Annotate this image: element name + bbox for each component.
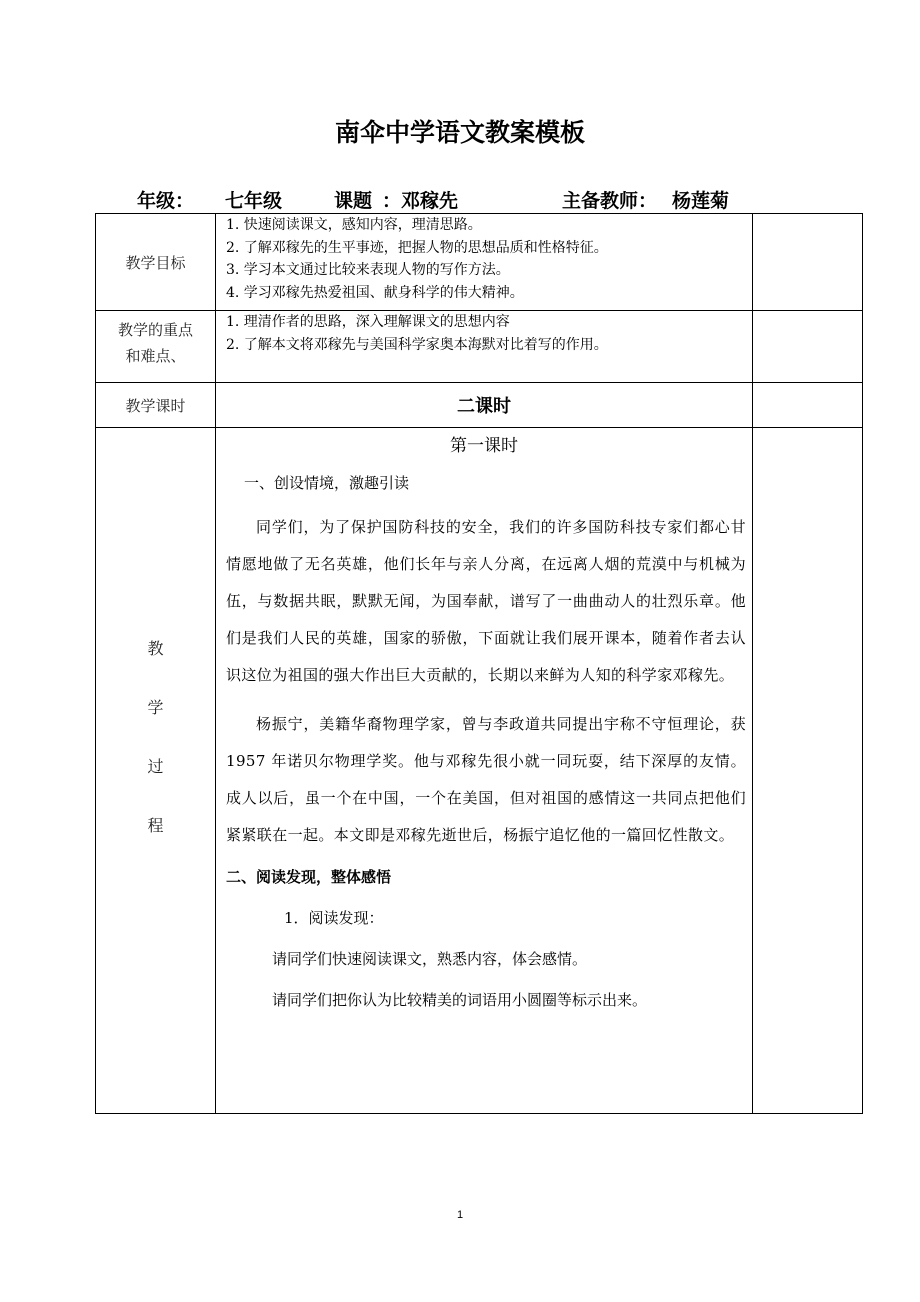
notes-cell bbox=[753, 428, 863, 1114]
goal-item: 3. 学习本文通过比较来表现人物的写作方法。 bbox=[226, 262, 510, 278]
hours-label: 教学课时 bbox=[96, 383, 216, 428]
process-content bbox=[216, 428, 753, 1114]
instruction-line: 请同学们快速阅读课文，熟悉内容，体会感情。 bbox=[272, 950, 588, 968]
process-label bbox=[96, 428, 216, 1114]
grade-label: 年级： bbox=[137, 190, 195, 212]
goal-item: 2. 了解邓稼先的生平事迹，把握人物的思想品质和性格特征。 bbox=[226, 239, 608, 256]
teacher-label: 主备教师： bbox=[562, 190, 658, 212]
goals-cell bbox=[216, 214, 753, 311]
goals-row bbox=[96, 214, 863, 311]
paragraph: 同学们，为了保护国防科技的安全，我们的许多国防科技专家们都心甘情愿地做了无名英雄，他们长年与亲人分离，在远离人烟的荒漠中与机械为伍，与数据共眠，默默无闻，为国奉献，谱写了一曲曲动人的壮烈乐章。他们是我们人民的英雄，国家的骄傲，下面就让我们展开课本，随着作者去认识这位为祖国的强大作出巨大贡献的，长期以来鲜为人知的科学家邓稼先。 bbox=[226, 518, 746, 684]
section-heading: 二、阅读发现，整体感悟 bbox=[226, 868, 392, 886]
grade-value: 七年级 bbox=[225, 190, 283, 212]
hours-value: 二课时 bbox=[216, 383, 753, 428]
process-label-char: 过 bbox=[147, 757, 164, 776]
topic-value: ：邓稼先 bbox=[382, 190, 459, 212]
key-points-row bbox=[96, 311, 863, 383]
list-item: 1．阅读发现： bbox=[284, 909, 384, 927]
topic-label: 课题 bbox=[334, 190, 373, 212]
section-heading: 一、创设情境，激趣引读 bbox=[244, 474, 410, 492]
page-number: 1 bbox=[456, 1209, 464, 1221]
process-label-char: 学 bbox=[147, 698, 164, 717]
instruction-line: 请同学们把你认为比较精美的词语用小圆圈等标示出来。 bbox=[272, 991, 648, 1009]
goal-item: 1. 快速阅读课文，感知内容，理清思路。 bbox=[226, 217, 482, 233]
goal-item: 4. 学习邓稼先热爱祖国、献身科学的伟大精神。 bbox=[226, 284, 524, 301]
notes-cell bbox=[753, 383, 863, 428]
process-label-char: 教 bbox=[147, 639, 164, 658]
paragraph: 杨振宁，美籍华裔物理学家，曾与李政道共同提出宇称不守恒理论，获 1957 年诺贝尔物理学奖。他与邓稼先很小就一同玩耍，结下深厚的友情。成人以后，虽一个在中国，一个在美国，但对祖国的感情这一共同点把他们紧紧联在一起。本文即是邓稼先逝世后，杨振宁追忆他的一篇回忆性散文。 bbox=[226, 715, 746, 844]
process-label-char: 程 bbox=[147, 816, 164, 835]
notes-cell bbox=[753, 311, 863, 383]
hours-row bbox=[96, 383, 863, 428]
page-title: 南伞中学语文教案模板 bbox=[334, 118, 585, 147]
key-points-label bbox=[96, 311, 216, 383]
key-point-item: 2. 了解本文将邓稼先与美国科学家奥本海默对比着写的作用。 bbox=[226, 336, 608, 353]
notes-cell bbox=[753, 214, 863, 311]
lesson-title: 第一课时 bbox=[450, 436, 518, 456]
key-points-label-line: 教学的重点 bbox=[117, 321, 193, 339]
key-points-label-line: 和难点、 bbox=[125, 347, 186, 365]
key-points-cell bbox=[216, 311, 753, 383]
lesson-info-bar bbox=[0, 186, 920, 214]
lesson-plan-table bbox=[95, 213, 863, 1114]
key-point-item: 1. 理清作者的思路，深入理解课文的思想内容 bbox=[226, 314, 510, 330]
teacher-value: 杨莲菊 bbox=[672, 190, 730, 212]
goals-label: 教学目标 bbox=[96, 214, 216, 311]
process-row bbox=[96, 428, 863, 1114]
